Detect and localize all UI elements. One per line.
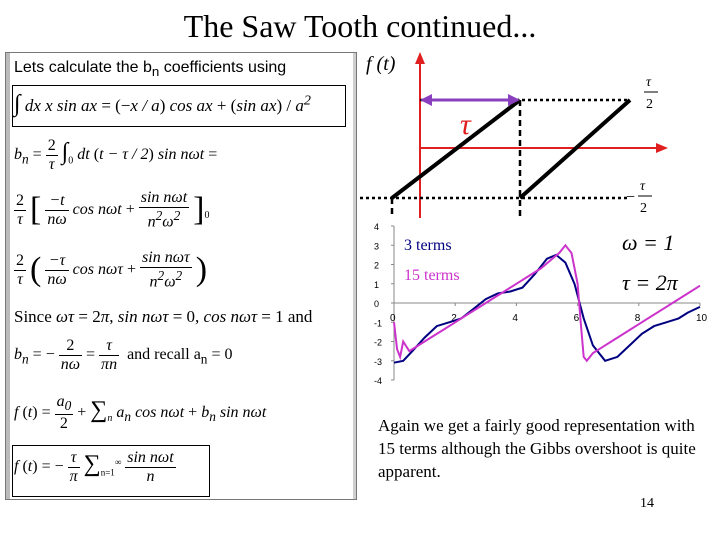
bn-step-2: $\frac{2}{\tau}$ ( $\frac{-\tau}{n\omega}$ cos nωτ + $\frac{\text{sin nωτ}}{n^2\omega^2}$ ): [16, 249, 208, 291]
top-level-denominator: 2: [646, 97, 653, 112]
bn-result: $b_n$ = − $\frac{2}{n\omega}$ = $\frac{\tau}{\pi n}$ and recall $a_n = 0$: [14, 337, 233, 373]
fourier-series-result: f (t) = − $\frac{\tau}{\pi}$ $\sum_{n=1}^\infty$ $\frac{\text{sin nωt}}{n}$: [14, 449, 174, 485]
x-tick-label: 6: [573, 313, 580, 324]
y-tick-label: 3: [374, 241, 380, 252]
bottom-level-denominator: 2: [640, 201, 647, 216]
bn-step-1: $\frac{2}{\tau}$ [ $\frac{-t}{n\omega}$ cos nωt + $\frac{\text{sin nωt}}{n^2\omega^2}$ ]$_0$: [16, 189, 210, 231]
intro-text: Lets calculate the b: [14, 59, 152, 76]
bottom-level-numerator: τ: [640, 179, 646, 194]
x-tick-label: 10: [696, 313, 708, 324]
recall-text: and recall a: [127, 346, 201, 364]
derivation-panel: [5, 52, 357, 500]
recall-tail: = 0: [207, 346, 233, 364]
y-tick-label: -4: [374, 376, 383, 386]
legend-15-terms: 15 terms: [404, 267, 460, 284]
omega-annotation: ω = 1: [622, 230, 675, 255]
recall-subscript: n: [200, 351, 208, 367]
vertical-axis-arrowhead: [415, 52, 425, 64]
y-tick-label: 2: [374, 260, 380, 271]
sawtooth-waveform: [360, 50, 680, 220]
legend-3-terms: 3 terms: [404, 237, 452, 254]
slide-title: The Saw Tooth continued...: [183, 8, 537, 44]
fourier-series-general: f (t) = $\frac{a_0}{2}$ + $\sum_n$ $a_n$ $\cos n\omega t + b_n$ sin nωt: [14, 393, 267, 433]
y-tick-label: 4: [374, 222, 380, 232]
period-arrow-left-head: [420, 94, 432, 106]
x-tick-label: 4: [512, 313, 518, 324]
since-condition: Since ωτ = 2π, sin nωτ = 0, cos nωτ = 1 and: [14, 307, 313, 326]
y-tick-label: -3: [374, 356, 383, 367]
intro-subscript: n: [151, 64, 160, 80]
x-tick-label: 2: [451, 313, 457, 324]
period-tau-label: τ: [460, 108, 471, 141]
page-number: 14: [640, 496, 654, 511]
panel-left-border: [6, 53, 10, 499]
f-of-t-label: f (t): [366, 53, 396, 75]
x-tick-label: 0: [390, 313, 396, 324]
intro-tail: coefficients using: [159, 59, 287, 76]
panel-right-border: [353, 53, 356, 499]
since-word: Since: [14, 307, 57, 326]
bottom-level-minus: −: [626, 189, 636, 206]
bn-definition: $b_n$ = $\frac{2}{\tau}$ $\int_0$ dt (t − τ / 2) sin nωt =: [14, 137, 218, 173]
tau-annotation: τ = 2π: [622, 270, 678, 295]
y-tick-label: -2: [374, 337, 383, 348]
top-level-numerator: τ: [646, 75, 652, 90]
and-word: and: [287, 307, 313, 326]
horizontal-axis-arrowhead: [656, 143, 668, 153]
integral-identity: ∫ dx x sin ax = (−x / a) cos ax + (sin $ax) / a^2$: [14, 91, 311, 117]
derivation-intro: [14, 59, 286, 79]
caption-text: Again we get a fairly good representation with 15 terms although the Gibbs overshoot is quite apparent.: [378, 416, 696, 481]
y-tick-label: -1: [374, 318, 383, 329]
x-tick-label: 8: [634, 313, 641, 324]
y-tick-label: 1: [374, 279, 380, 290]
fourier-approximation-chart: [360, 218, 712, 388]
y-tick-label: 0: [374, 299, 380, 309]
